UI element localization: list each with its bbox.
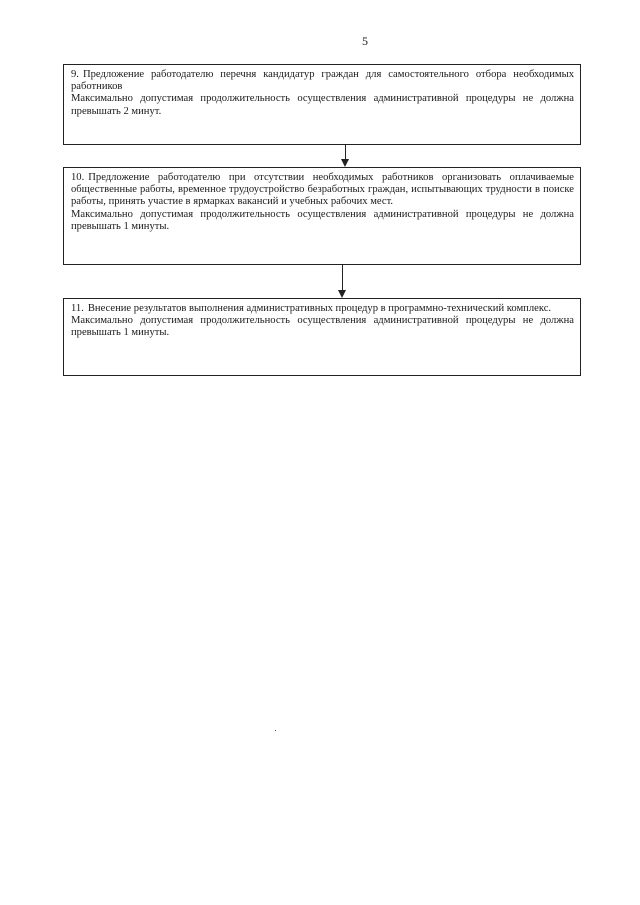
step-9-duration: Максимально допустимая продолжительность осуществления административной процедуры не должна превышать 2 минут. — [71, 93, 574, 117]
step-11-duration: Максимально допустимая продолжительность осуществления административной процедуры не должна превышать 1 минуты. — [71, 315, 574, 339]
arrow-head-icon — [341, 159, 349, 167]
step-11-number: 11. — [71, 303, 84, 314]
arrow-shaft — [345, 145, 346, 159]
step-box-11 — [63, 298, 581, 376]
step-10-title-line — [71, 172, 574, 209]
page-number: 5 — [362, 34, 368, 48]
arrow-shaft — [342, 265, 343, 290]
step-11-title-line — [71, 303, 574, 315]
arrow-head-icon — [338, 290, 346, 298]
flow-arrow-10-to-11 — [338, 265, 346, 298]
step-11-title: Внесение результатов выполнения административных процедур в программно-технический комплекс. — [87, 303, 552, 314]
step-box-9 — [63, 64, 581, 145]
step-box-10 — [63, 167, 581, 265]
flow-arrow-9-to-10 — [341, 145, 349, 167]
step-10-number: 10. — [71, 172, 85, 183]
scan-speck — [275, 730, 276, 731]
step-10-duration: Максимально допустимая продолжительность осуществления административной процедуры не должна превышать 1 минуты. — [71, 208, 574, 232]
step-9-title: Предложение работодателю перечня кандидатур граждан для самостоятельного отбора необходимых работников — [71, 69, 574, 93]
step-9-number: 9. — [71, 69, 79, 80]
step-10-title: Предложение работодателю при отсутствии необходимых работников организовать оплачиваемые общественные работы, временное трудоустройство безработных граждан, испытывающих трудности в поиске работы, принять участие в ярмарках вакансий и учебных рабочих мест. — [71, 172, 574, 208]
step-9-title-line — [71, 69, 574, 93]
